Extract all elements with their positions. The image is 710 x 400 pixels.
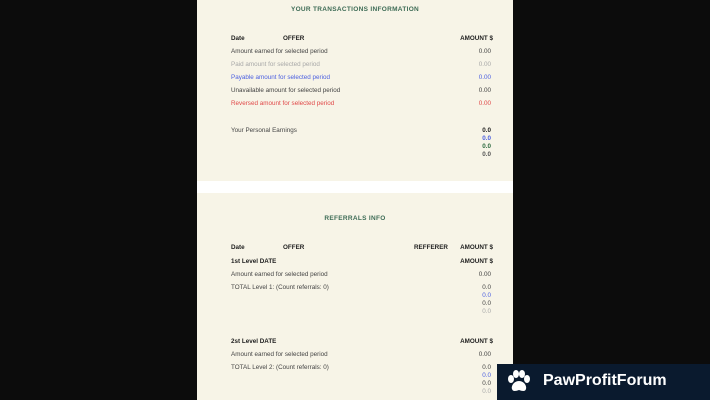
level2-amount-header: AMOUNT $	[460, 338, 493, 345]
unavailable-label: Unavailable amount for selected period	[231, 87, 341, 94]
level1-total-3: 0.0	[482, 308, 491, 315]
reversed-value: 0.00	[478, 100, 491, 107]
paid-label: Paid amount for selected period	[231, 61, 320, 68]
level1-earned-label: Amount earned for selected period	[231, 271, 328, 278]
transactions-panel	[197, 0, 513, 181]
level2-heading: 2st Level DATE	[231, 338, 277, 345]
earned-label: Amount earned for selected period	[231, 48, 328, 55]
header-amount: AMOUNT $	[460, 35, 493, 42]
paw-icon	[505, 368, 533, 396]
ref-header-date: Date	[231, 244, 245, 251]
unavailable-value: 0.00	[478, 87, 491, 94]
referrals-panel	[197, 193, 513, 400]
ref-header-refferer: REFFERER	[414, 244, 448, 251]
referrals-title: REFERRALS INFO	[324, 215, 386, 222]
payable-value: 0.00	[478, 74, 491, 81]
personal-earnings-payable: 0.0	[482, 135, 491, 142]
level2-earned-label: Amount earned for selected period	[231, 351, 328, 358]
ref-header-offer: OFFER	[283, 244, 305, 251]
ref-header-amount: AMOUNT $	[460, 244, 493, 251]
level1-heading: 1st Level DATE	[231, 258, 277, 265]
level2-earned-value: 0.00	[478, 351, 491, 358]
level1-total-2: 0.0	[482, 300, 491, 307]
level1-amount-header: AMOUNT $	[460, 258, 493, 265]
transactions-title: YOUR TRANSACTIONS INFORMATION	[290, 6, 420, 13]
header-date: Date	[231, 35, 245, 42]
personal-earnings-other: 0.0	[482, 151, 491, 158]
level2-total-3: 0.0	[482, 388, 491, 395]
personal-earnings-total: 0.0	[482, 127, 491, 134]
reversed-label: Reversed amount for selected period	[231, 100, 335, 107]
watermark-text: PawProfitForum	[543, 372, 667, 389]
panel-divider	[197, 181, 513, 193]
personal-earnings-paid: 0.0	[482, 143, 491, 150]
level2-total-2: 0.0	[482, 380, 491, 387]
header-offer: OFFER	[283, 35, 305, 42]
level1-earned-value: 0.00	[478, 271, 491, 278]
personal-earnings-label: Your Personal Earnings	[231, 127, 297, 134]
earned-value: 0.00	[478, 48, 491, 55]
level1-total-0: 0.0	[482, 284, 491, 291]
level1-total-1: 0.0	[482, 292, 491, 299]
payable-label: Payable amount for selected period	[231, 74, 331, 81]
paid-value: 0.00	[478, 61, 491, 68]
level2-total-label: TOTAL Level 2: (Count referrals: 0)	[231, 364, 329, 371]
level2-total-1: 0.0	[482, 372, 491, 379]
level1-total-label: TOTAL Level 1: (Count referrals: 0)	[231, 284, 329, 291]
pawprofitforum-logo	[497, 364, 710, 400]
level2-total-0: 0.0	[482, 364, 491, 371]
